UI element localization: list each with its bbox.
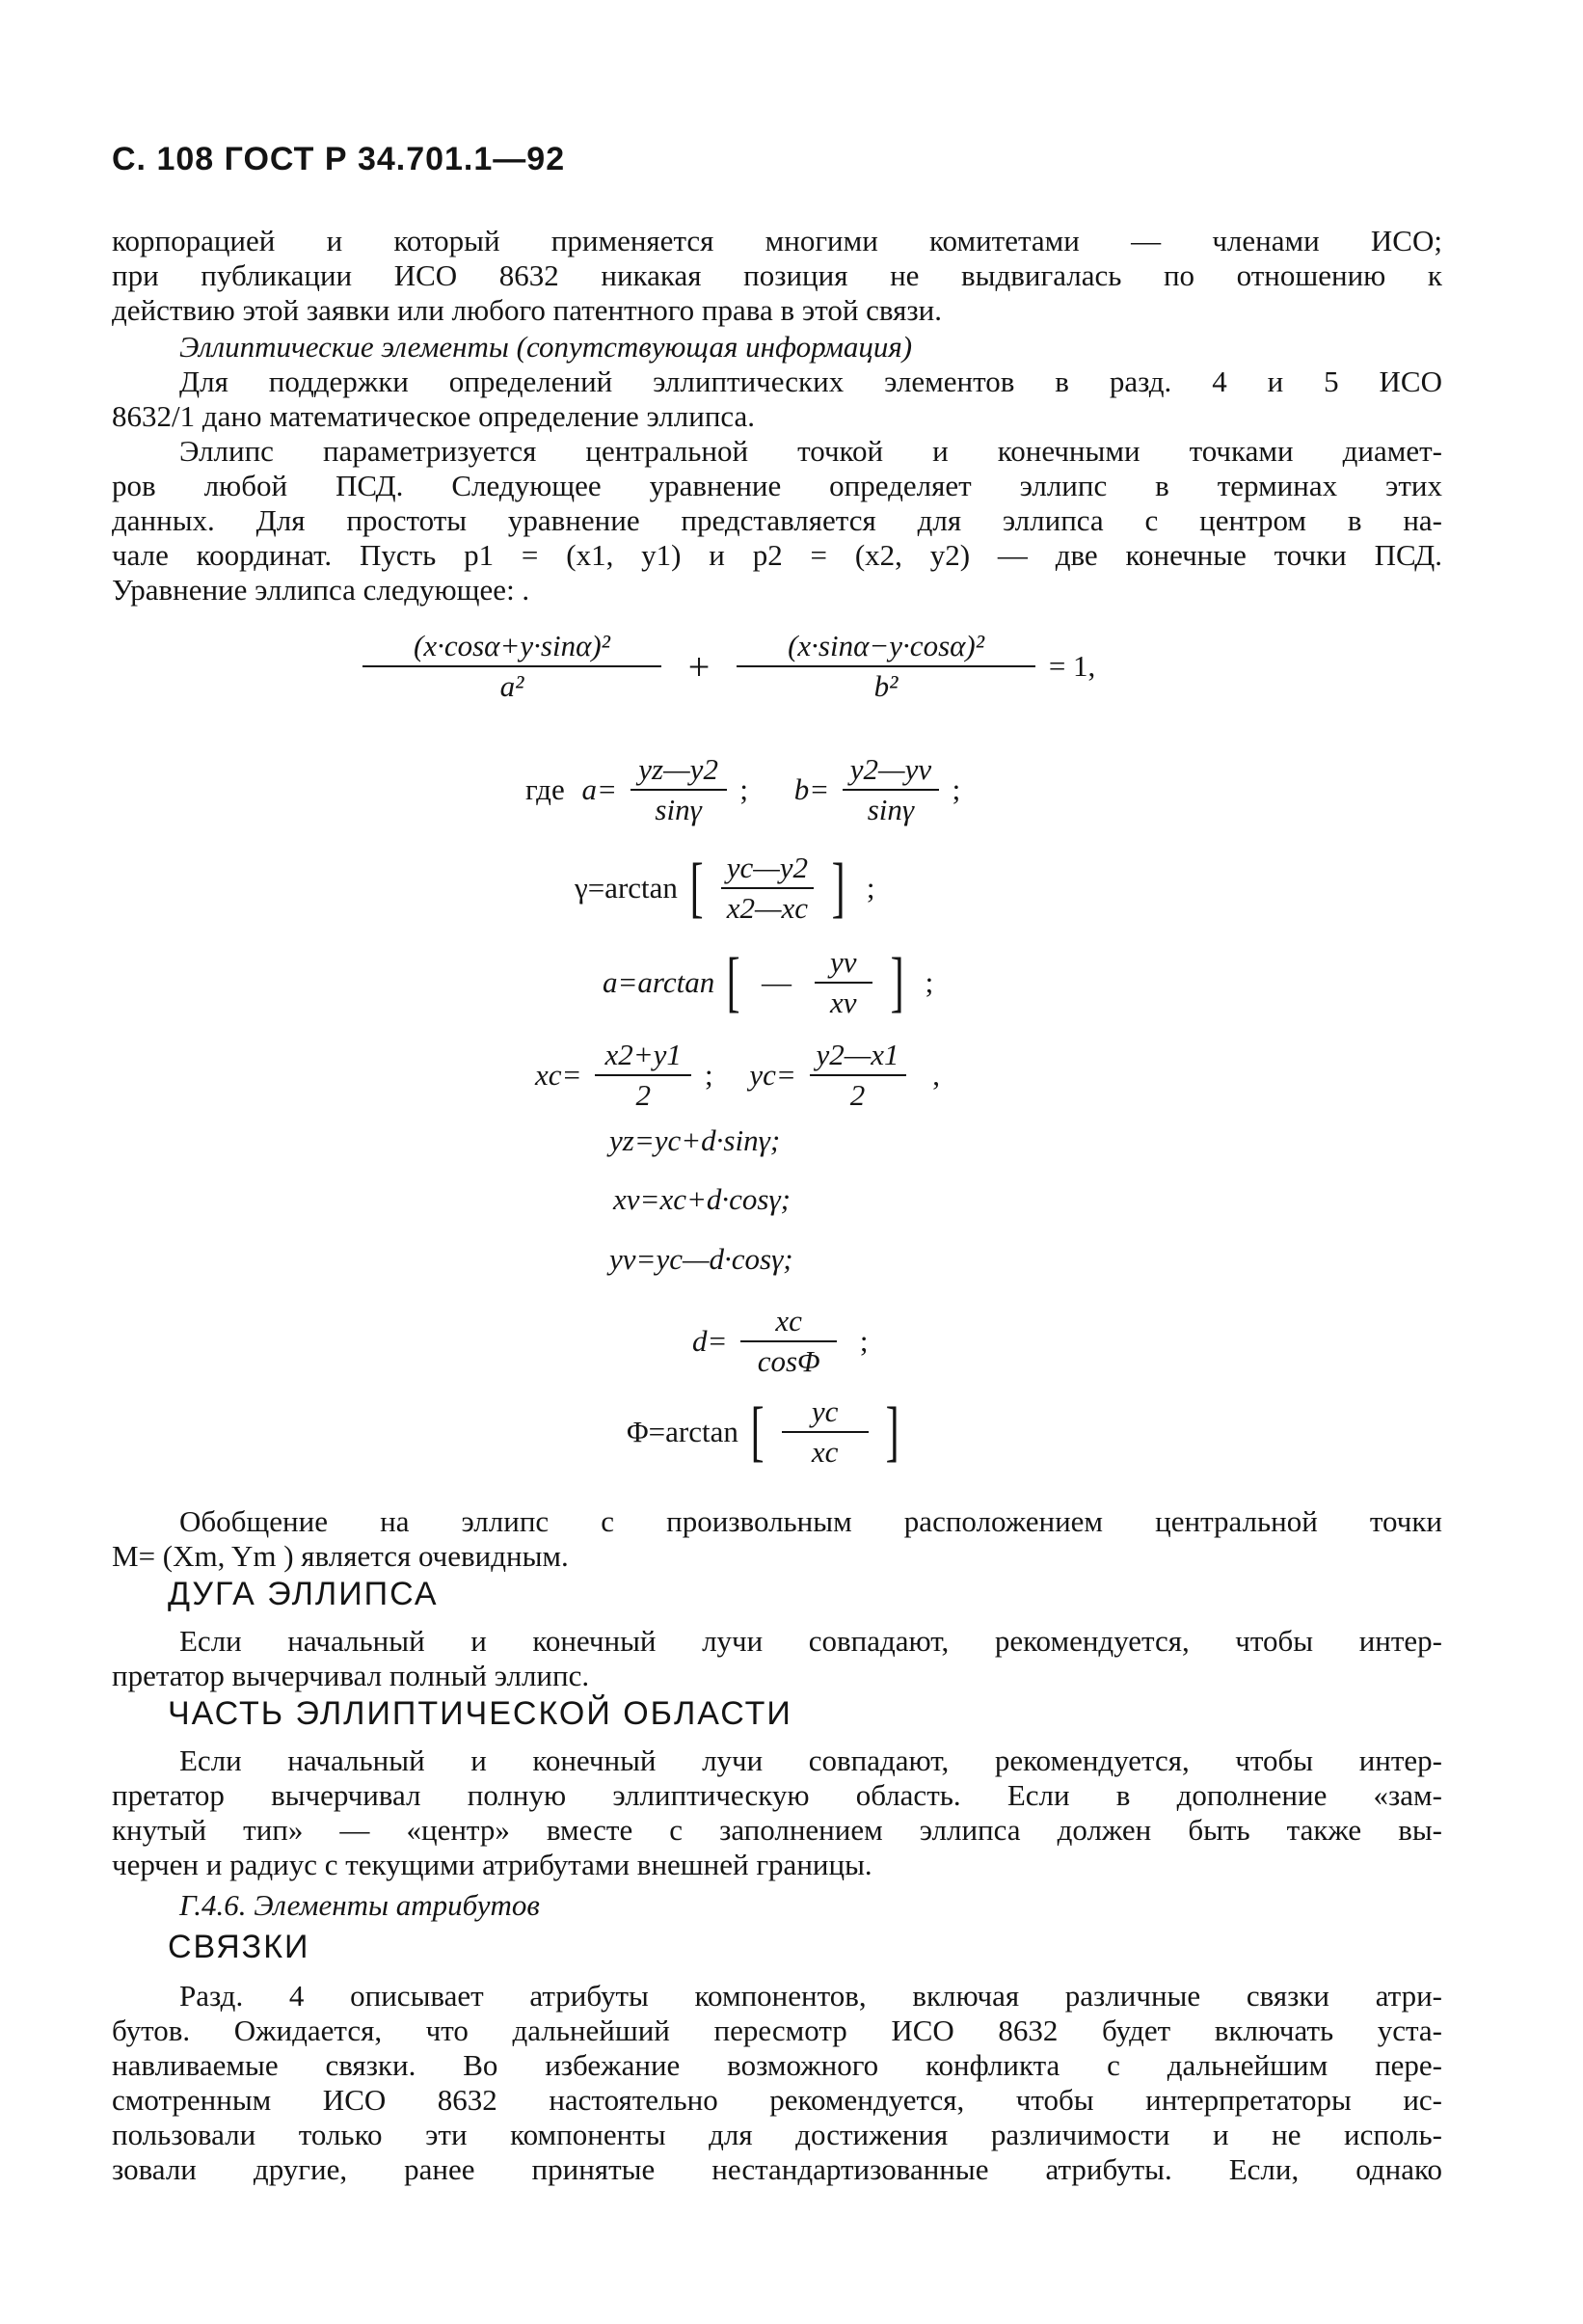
- text-line: корпорацией и который применяется многими комитетами — членами ИСО;: [112, 224, 1442, 257]
- text-line: претатор вычерчивал полную эллиптическую область. Если в дополнение «зам-: [112, 1778, 1442, 1812]
- formula-gamma: γ=arctan [ $\frac{yc—y2}{x2—xc}$ ] ;: [575, 851, 875, 925]
- text-line: при публикации ИСО 8632 никакая позиция не выдвигалась по отношению к: [112, 258, 1442, 292]
- formula-alpha: a=arctan [ — $\frac{yv}{xv}$ ] ;: [603, 945, 934, 1019]
- text-line: данных. Для простоты уравнение представляется для эллипса с центром в на-: [112, 503, 1442, 537]
- text-line: зовали другие, ранее принятые нестандартизованные атрибуты. Если, однако: [112, 2152, 1442, 2186]
- fraction-denominator: sinγ: [867, 793, 915, 826]
- text-line: Уравнение эллипса следующее: .: [112, 573, 530, 607]
- text-line: 8632/1 дано математическое определение эллипса.: [112, 399, 756, 433]
- text-line: ров любой ПСД. Следующее уравнение определяет эллипс в терминах этих: [112, 469, 1442, 502]
- text-line: действию этой заявки или любого патентного права в этой связи.: [112, 293, 943, 327]
- fraction-denominator: 2: [849, 1078, 866, 1112]
- fraction-numerator: (x·cosα+y·sinα)²: [362, 629, 661, 667]
- fraction-denominator: cosΦ: [757, 1344, 820, 1378]
- minus-sign: —: [762, 965, 792, 999]
- separator: ;: [925, 965, 934, 999]
- separator: ;: [859, 1324, 869, 1358]
- fraction-numerator: yv: [815, 945, 872, 984]
- formula-lhs: xc=: [535, 1058, 582, 1092]
- formula-xv: xv=xc+d·cosγ;: [613, 1182, 791, 1216]
- fraction-denominator: 2: [635, 1078, 651, 1112]
- page-header: С. 108 ГОСТ Р 34.701.1—92: [112, 141, 566, 177]
- fraction-denominator: xc: [811, 1435, 839, 1469]
- separator: ,: [932, 1058, 940, 1092]
- fraction-denominator: sinγ: [655, 793, 702, 826]
- subtitle-text: Эллиптические элементы (сопутствующая информация): [179, 330, 913, 364]
- formula-xc-yc: [535, 1038, 940, 1113]
- text-line: пользовали только эти компоненты для достижения различимости и не исполь-: [112, 2118, 1442, 2151]
- separator: ;: [952, 772, 961, 806]
- fraction-denominator: x2—xc: [726, 891, 809, 925]
- text-line: претатор вычерчивал полный эллипс.: [112, 1659, 590, 1692]
- separator: ;: [866, 871, 875, 905]
- formula-lhs: Φ=arctan: [627, 1415, 738, 1448]
- text-line: Для поддержки определений эллиптических элементов в разд. 4 и 5 ИСО: [179, 365, 1442, 398]
- formula-yz: yz=yc+d·sinγ;: [609, 1123, 781, 1157]
- fraction-numerator: yc—y2: [721, 851, 814, 889]
- formula-a-b: [525, 752, 960, 827]
- text-line: кнутый тип» — «центр» вместе с заполнением эллипса должен быть также вы-: [112, 1813, 1442, 1847]
- text-line: M= (Xm, Ym ) является очевидным.: [112, 1539, 569, 1573]
- fraction-numerator: (x·sinα−y·cosα)²: [737, 629, 1035, 667]
- formula-lhs: b=: [793, 772, 830, 806]
- separator: ;: [739, 772, 748, 806]
- arc-paragraph: [112, 1624, 1442, 1693]
- formula-lhs: yc=: [749, 1058, 796, 1092]
- fraction-numerator: y2—x1: [810, 1038, 906, 1076]
- bindings-paragraph: [112, 1979, 1442, 2187]
- text-line: Если начальный и конечный лучи совпадают, рекомендуется, чтобы интер-: [179, 1743, 1442, 1777]
- ellipse-equation: $\frac{\text{(x·cosα+y·sinα)²}}{\text{a²}}$ + $\frac{\text{(x·sinα−y·cosα)²}}{\text{b²}}$ = 1,: [357, 629, 1095, 704]
- text-line: черчен и радиус с текущими атрибутами внешней границы.: [112, 1848, 872, 1881]
- formula-d: [692, 1304, 869, 1379]
- fraction-numerator: x2+y1: [595, 1038, 691, 1076]
- text-line: Разд. 4 описывает атрибуты компонентов, включая различные связки атри-: [179, 1979, 1442, 2013]
- text-line: бутов. Ожидается, что дальнейший пересмотр ИСО 8632 будет включать уста-: [112, 2013, 1442, 2047]
- section-title: Г.4.6. Элементы атрибутов: [179, 1888, 540, 1922]
- fraction-numerator: xc: [740, 1304, 837, 1342]
- bindings-heading: СВЯЗКИ: [168, 1929, 310, 1965]
- fraction-denominator: b²: [873, 669, 899, 703]
- fraction-denominator: xv: [830, 986, 857, 1019]
- attributes-section: [112, 1888, 1442, 1923]
- text-line: Эллипс параметризуется центральной точкой и конечными точками диамет-: [179, 434, 1442, 468]
- fraction-numerator: y2—yv: [843, 752, 939, 791]
- generalization-paragraph: [112, 1504, 1442, 1574]
- area-paragraph: [112, 1743, 1442, 1882]
- formula-yv: yv=yc—d·cosγ;: [609, 1242, 793, 1276]
- text-line: навливаемые связки. Во избежание возможного конфликта с дальнейшим пере-: [112, 2048, 1442, 2082]
- text-line: Обобщение на эллипс с произвольным расположением центральной точки: [179, 1504, 1442, 1538]
- formula-lhs: a=arctan: [603, 965, 715, 999]
- equation-rhs: = 1,: [1048, 649, 1096, 683]
- formula-lhs: γ=arctan: [575, 871, 678, 905]
- fraction-numerator: yz—y2: [631, 752, 727, 791]
- area-heading: ЧАСТЬ ЭЛЛИПТИЧЕСКОЙ ОБЛАСТИ: [168, 1695, 792, 1732]
- where-label: где: [525, 772, 565, 806]
- formula-phi: Φ=arctan [ $\frac{yc}{xc}$ ]: [627, 1394, 900, 1469]
- arc-heading: ДУГА ЭЛЛИПСА: [168, 1576, 439, 1612]
- text-line: чале координат. Пусть p1 = (x1, y1) и p2 = (x2, y2) — две конечные точки ПСД.: [112, 538, 1442, 572]
- separator: ;: [704, 1058, 713, 1092]
- formula-lhs: d=: [692, 1324, 728, 1358]
- fraction-numerator: yc: [782, 1394, 869, 1433]
- fraction-denominator: a²: [499, 669, 524, 703]
- text-line: смотренным ИСО 8632 настоятельно рекомендуется, чтобы интерпретаторы ис-: [112, 2083, 1442, 2117]
- text-line: Если начальный и конечный лучи совпадают, рекомендуется, чтобы интер-: [179, 1624, 1442, 1658]
- formula-lhs: a=: [581, 772, 617, 806]
